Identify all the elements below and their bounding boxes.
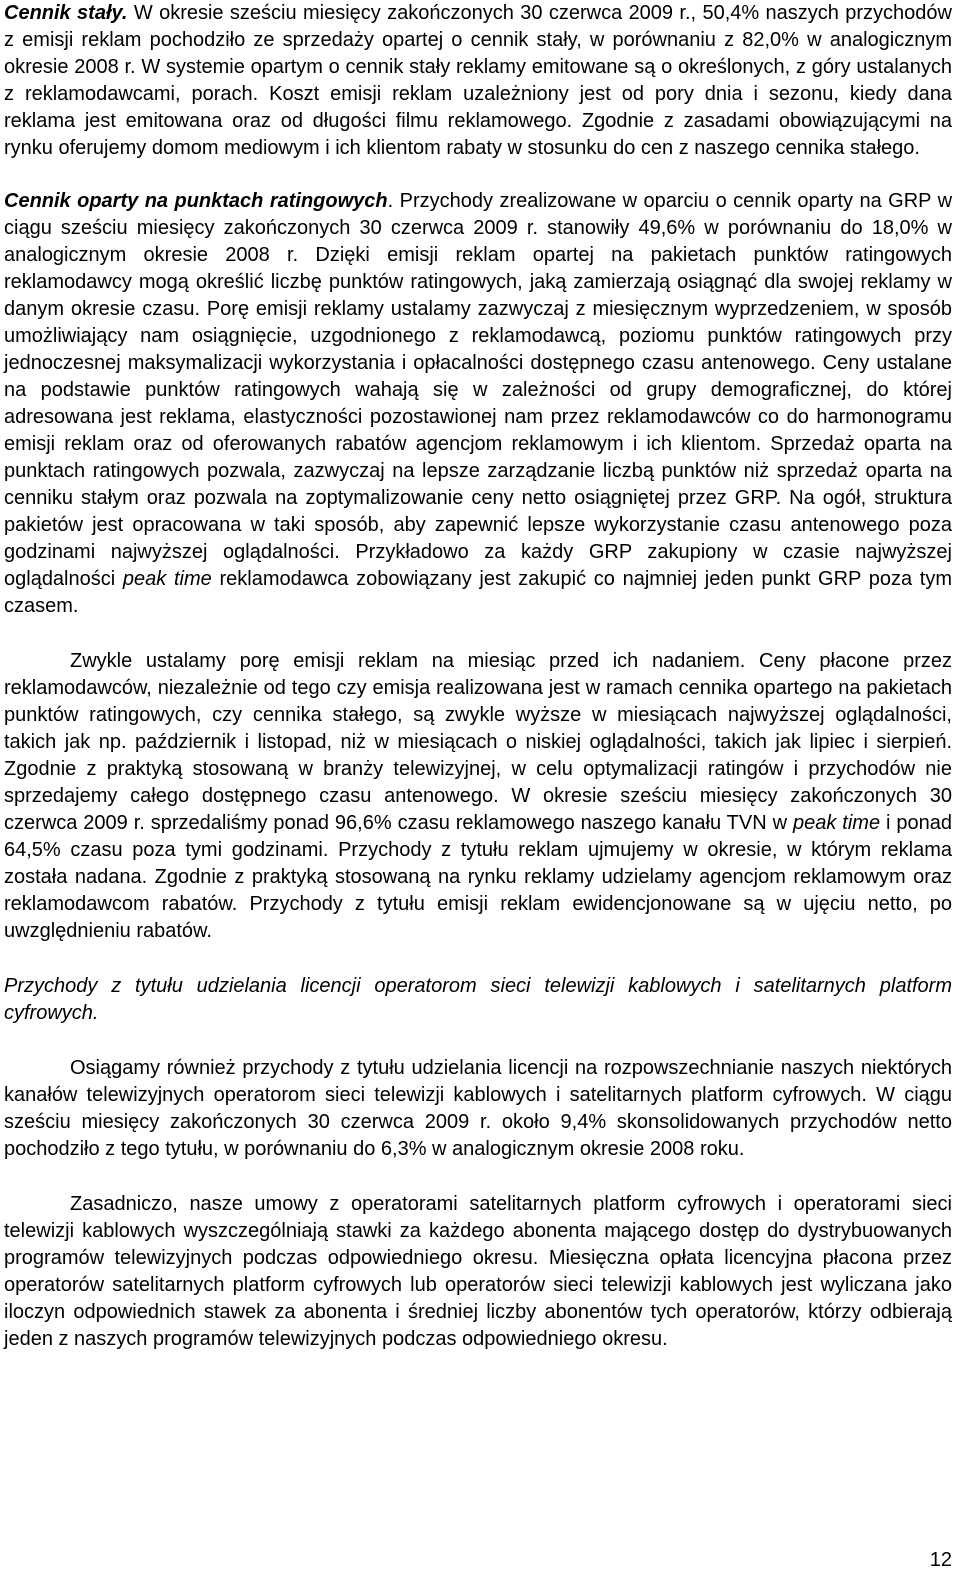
paragraph-contracts: Zasadniczo, nasze umowy z operatorami satelitarnych platform cyfrowych i operatorami sieci telewizji kablowych wyszczególniają stawki za każdego abonenta mającego dostęp do dystrybuowanych programów telewizyjnych podczas odpowiedniego okresu. Miesięczna opłata licencyjna płacona przez operatorów satelitarnych platform cyfrowych lub operatorów sieci telewizji kablowych jest wyliczana jako iloczyn odpowiednich stawek za abonenta i średniej liczby abonentów tych operatorów, którzy odbierają jeden z naszych programów telewizyjnych podczas odpowiedniego okresu. [4, 1193, 952, 1350]
paragraph-fixed-price-text: W okresie sześciu miesięcy zakończonych 30 czerwca 2009 r., 50,4% naszych przychodów z emisji reklam pochodziło ze sprzedaży opartej o cennik stały, w porównaniu z 82,0% w analogicznym okresie 2008 r. W systemie opartym o cennik stały reklamy emitowane są o określonych, z góry ustalanych z reklamodawcami, porach. Koszt emisji reklam uzależniony jest od pory dnia i sezonu, kiedy dana reklama jest emitowana oraz od długości filmu reklamowego. Zgodnie z zasadami obowiązującymi na rynku oferujemy domom mediowym i ich klientom rabaty w stosunku do cen z naszego cennika stałego. [4, 2, 952, 159]
page-number: 12 [929, 1549, 952, 1571]
paragraph-rating-points-text-1: . Przychody zrealizowane w oparciu o cennik oparty na GRP w ciągu sześciu miesięcy zakończonych 30 czerwca 2009 r. stanowiły 49,6% w porównaniu do 18,0% w analogicznym okresie 2008 r. Dzięki emisji reklam opartej na pakietach punktów ratingowych reklamodawcy mogą określić liczbę punktów ratingowych, jaką zamierzają osiągnąć dla swojej reklamy w danym okresie czasu. Porę emisji reklamy ustalamy zazwyczaj z miesięcznym wyprzedzeniem, w sposób umożliwiający nam osiągnięcie, uzgodnionego z reklamodawcą, poziomu punktów ratingowych przy jednoczesnej maksymalizacji wykorzystania i opłacalności dostępnego czasu antenowego. Ceny ustalane na podstawie punktów ratingowych wahają się w zależności od grupy demograficznej, do której adresowana jest reklama, elastyczności pozostawionej nam przez reklamodawców co do harmonogramu emisji reklam oraz od oferowanych rabatów agencjom reklamowym i ich klientom. Sprzedaż oparta na punktach ratingowych pozwala, zazwyczaj na lepsze zarządzanie liczbą punktów niż sprzedaż oparta na cenniku stałym oraz pozwala na zoptymalizowanie ceny netto osiągniętej przez GRP. Na ogół, struktura pakietów jest opracowana w taki sposób, aby zapewnić lepsze wykorzystanie czasu antenowego poza godzinami najwyższej oglądalności. Przykładowo za każdy GRP zakupiony w czasie najwyższej oglądalności [4, 190, 953, 590]
peak-time-term: peak time [122, 568, 212, 590]
paragraph-rating-points-text-2: reklamodawca zobowiązany jest zakupić co najmniej jeden punkt GRP poza tym czasem. [4, 568, 952, 617]
paragraph-fixed-price [4, 0, 952, 162]
paragraph-licensing: Osiągamy również przychody z tytułu udzielania licencji na rozpowszechnianie naszych niektórych kanałów telewizyjnych operatorom sieci telewizji kablowych i satelitarnych platform cyfrowych. W ciągu sześciu miesięcy zakończonych 30 czerwca 2009 r. około 9,4% skonsolidowanych przychodów netto pochodziło z tego tytułu, w porównaniu do 6,3% w analogicznym okresie 2008 roku. [4, 1057, 952, 1160]
section-heading-licensing: Przychody z tytułu udzielania licencji operatorom sieci telewizji kablowych i satelitarnych platform cyfrowych. [4, 975, 952, 1024]
paragraph-pricing-month-text-2: i ponad 64,5% czasu poza tymi godzinami. Przychody z tytułu reklam ujmujemy w okresie, w którym reklama została nadana. Zgodnie z praktyką stosowaną na rynku reklamy udzielamy agencjom reklamowym oraz reklamodawcom rabatów. Przychody z tytułu emisji reklam ewidencjonowane są w ujęciu netto, po uwzględnieniu rabatów. [4, 812, 952, 942]
heading-rating-points: Cennik oparty na punktach ratingowych [4, 190, 388, 212]
paragraph-pricing-month [4, 648, 952, 945]
paragraph-pricing-month-text-1: Zwykle ustalamy porę emisji reklam na miesiąc przed ich nadaniem. Ceny płacone przez reklamodawców, niezależnie od tego czy emisja realizowana jest w ramach cennika opartego na pakietach punktów ratingowych, czy cennika stałego, są zwykle wyższe w miesiącach najwyższej oglądalności, takich jak np. październik i listopad, niż w miesiącach o niskiej oglądalności, takich jak lipiec i sierpień. Zgodnie z praktyką stosowaną w branży telewizyjnej, w celu optymalizacji ratingów i przychodów nie sprzedajemy całego dostępnego czasu antenowego. W okresie sześciu miesięcy zakończonych 30 czerwca 2009 r. sprzedaliśmy ponad 96,6% czasu reklamowego naszego kanału TVN w [4, 650, 952, 834]
heading-fixed-price: Cennik stały. [4, 2, 128, 24]
peak-time-term: peak time [792, 812, 881, 834]
paragraph-rating-points [4, 188, 952, 620]
